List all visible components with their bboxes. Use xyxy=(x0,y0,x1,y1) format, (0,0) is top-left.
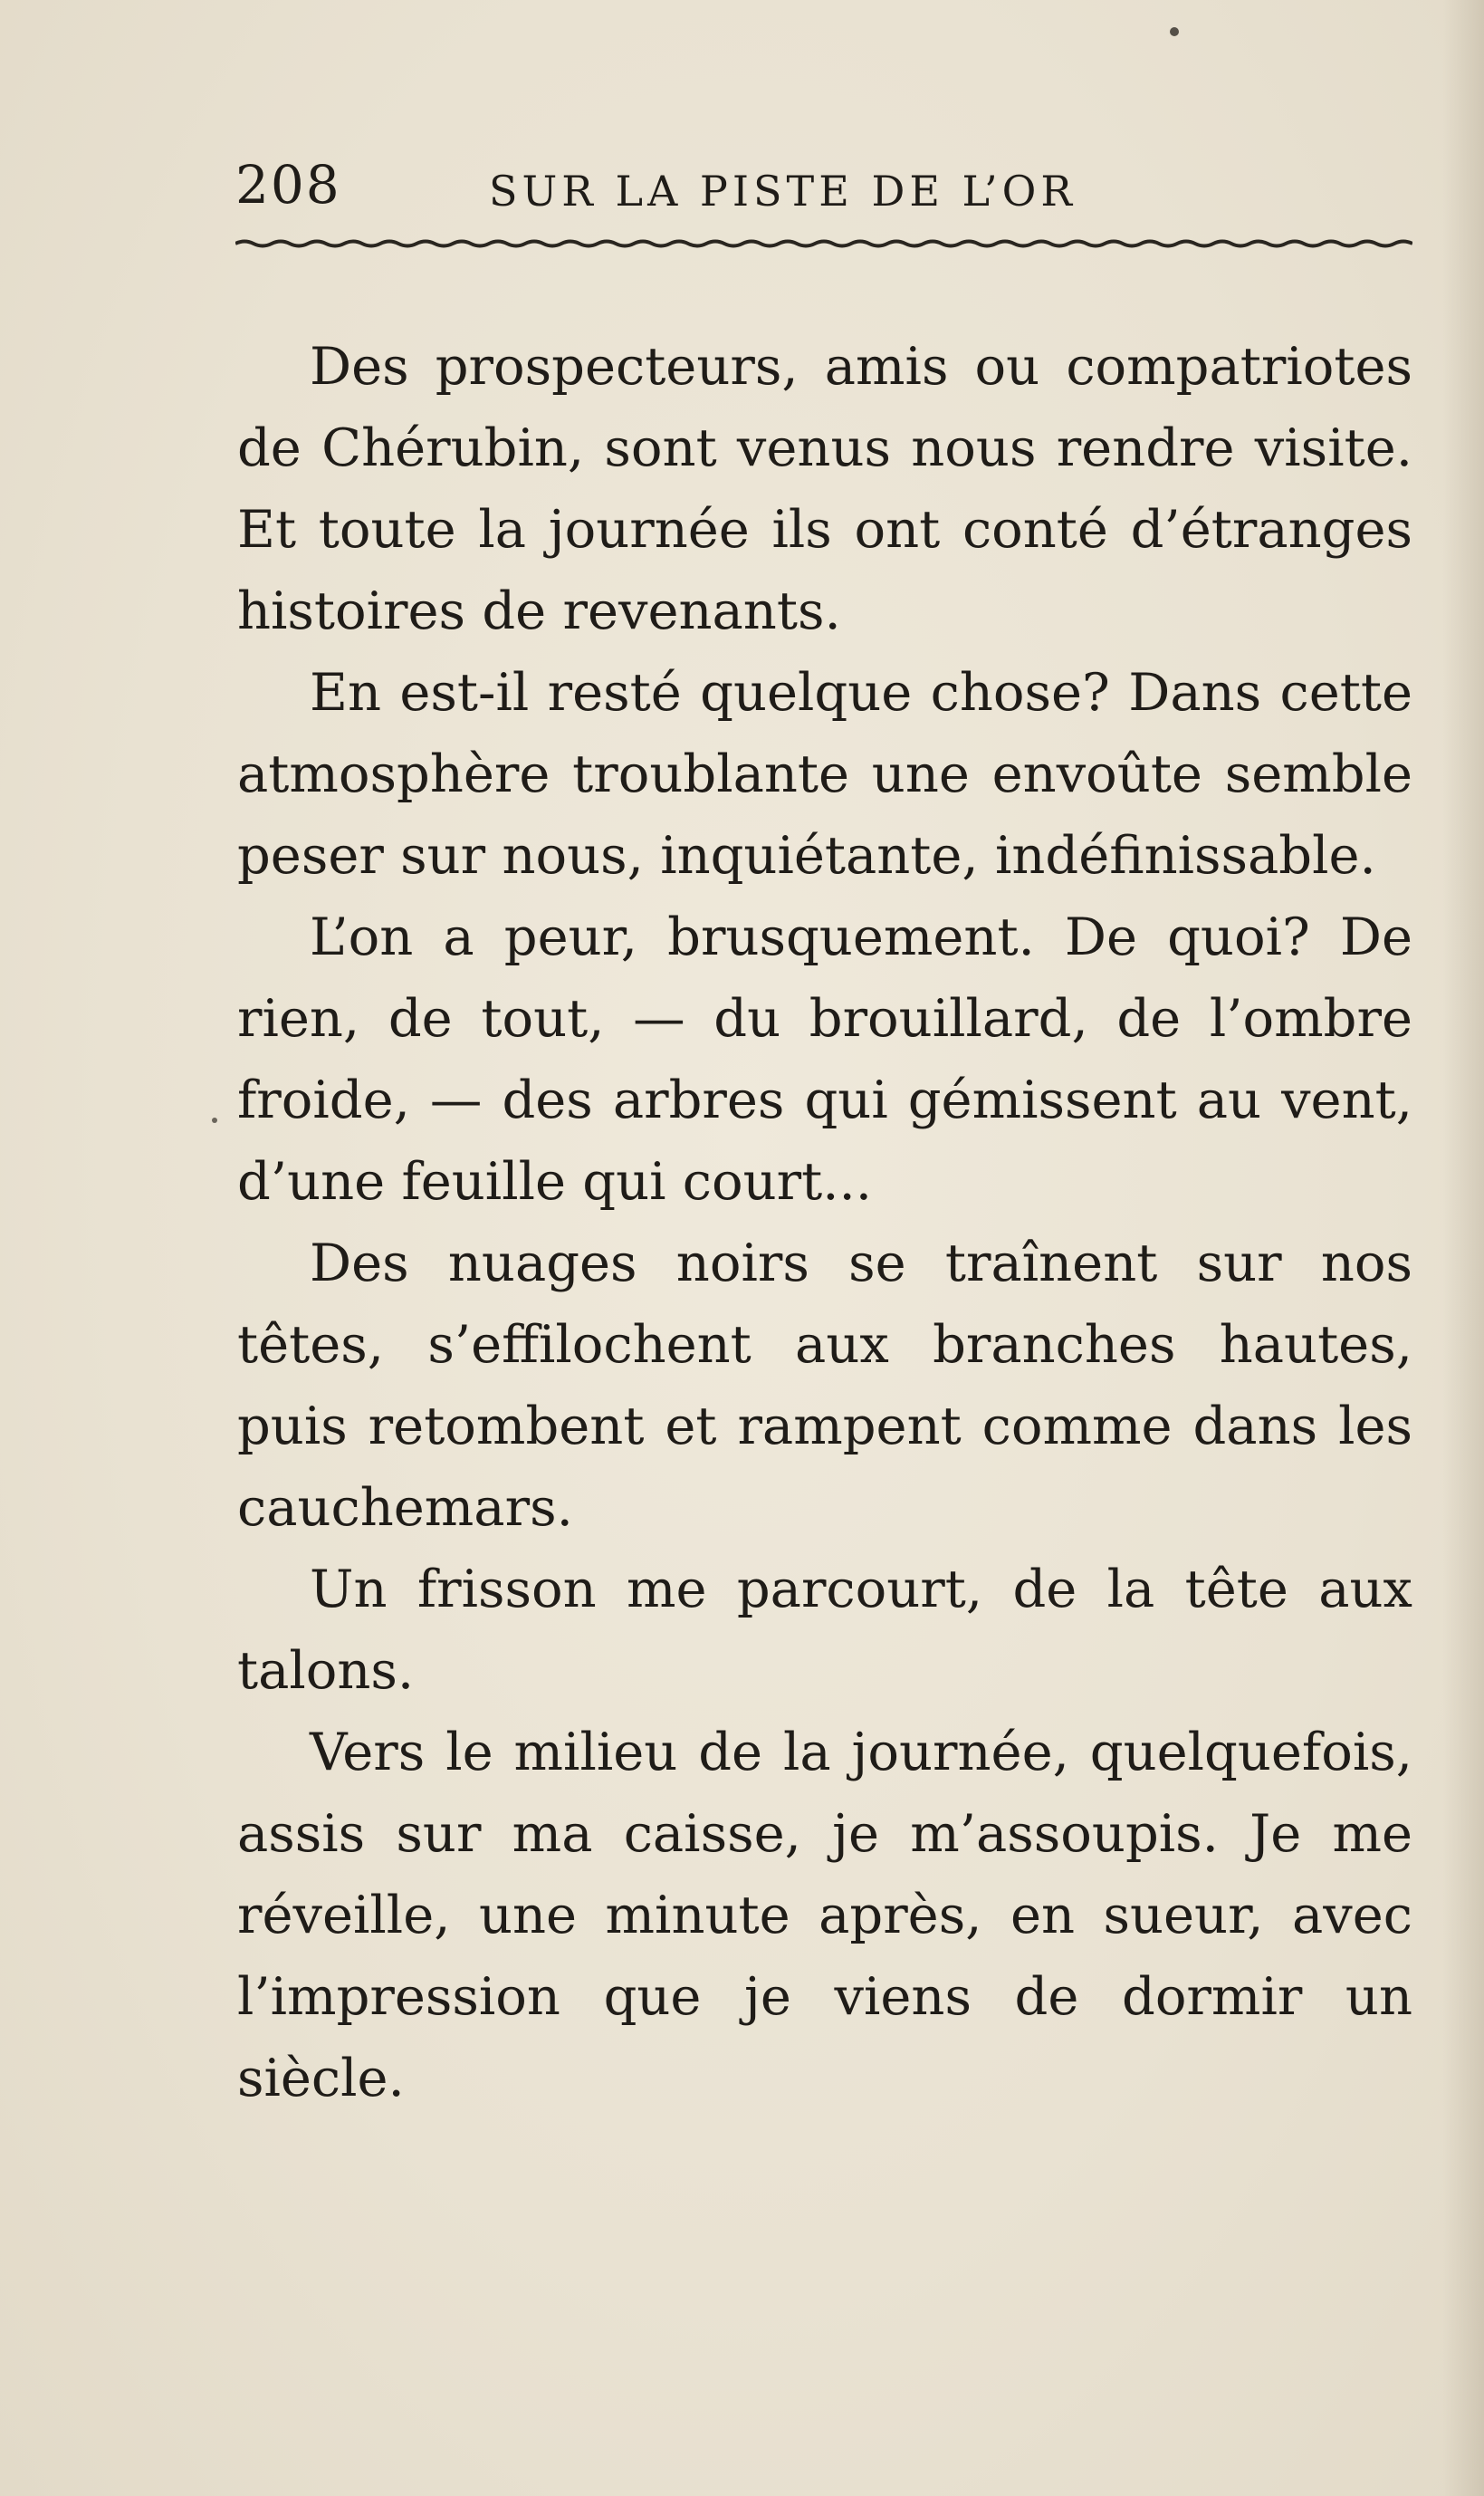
running-title: SUR LA PISTE DE L’OR xyxy=(489,167,1077,216)
paragraph: Vers le milieu de la journée, quelquefois, assis sur ma caisse, je m’assoupis. Je me réveille, une minute après, en sueur, avec l’impression que je viens de dormir un siècle. xyxy=(237,1722,1412,2108)
paragraph: Un frisson me parcourt, de la tête aux talons. xyxy=(237,1559,1412,1701)
page-edge-shadow xyxy=(1442,0,1484,2496)
margin-mark xyxy=(212,1118,217,1123)
page-header xyxy=(235,154,1412,226)
header-ornamental-rule xyxy=(235,237,1412,250)
paragraph: En est-il resté quelque chose? Dans cette atmosphère troublante une envoûte semble peser sur nous, inquiétante, indéfinissable. xyxy=(237,662,1412,886)
page-number: 208 xyxy=(235,154,341,216)
paragraph: Des prospecteurs, amis ou compatriotes de Chérubin, sont venus nous rendre visite. Et toute la journée ils ont conté d’étranges histoires de revenants. xyxy=(237,336,1412,641)
paragraph: Des nuages noirs se traînent sur nos têtes, s’effilochent aux branches hautes, puis retombent et rampent comme dans les cauchemars. xyxy=(237,1233,1412,1538)
body-text xyxy=(237,326,1412,2119)
print-speck xyxy=(1170,27,1179,36)
paragraph: L’on a peur, brusquement. De quoi? De rien, de tout, — du brouillard, de l’ombre froide, — des arbres qui gémissent au vent, d’une feuille qui court... xyxy=(237,907,1412,1212)
